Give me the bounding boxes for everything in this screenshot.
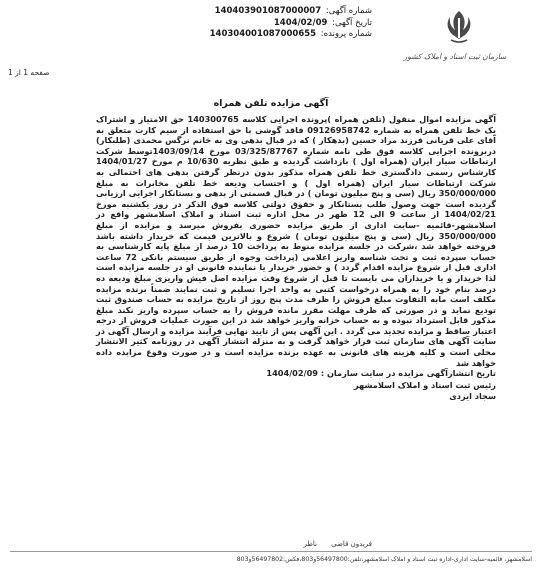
notice-title: آگهی مزایده تلفن همراه — [213, 98, 329, 109]
publication-date-line: تاریخ انتشارآگهی مزایده در سایت سازمان : 1404/02/09 — [266, 368, 496, 379]
signatory-name: سجاد ایزدی — [449, 391, 496, 402]
ad-number: 140403901087000007 — [214, 6, 322, 16]
ad-meta — [210, 6, 372, 41]
ad-number-label: شماره آگهی: — [325, 6, 372, 16]
footer-divider — [10, 551, 532, 552]
notice-body — [96, 114, 496, 402]
signer-label: فریدون قاضی — [331, 540, 372, 548]
notice-text: آگهی مزایده اموال منقول (تلفن همراه )پرونده اجرایی کلاسه 140300765 حق الامتیاز و اشتراک یک خط تلفن همراه به شماره 09126958742 فاقد گوشی با حق استفاده از سیم کارت متعلق به آقای علی قربانی فرزند مراد حسین (بدهکار ) که در قبال بدهی وی به خانم نرگس محمدی (طلبکار) دربرونده اجرایی کلاسه فوق طی نامه شماره 03/325/87767 مورخ 1403/09/14توسط شرکت ارتباطات سیار ایران (همراه اول ) بازداشت گردیده و طبق نظریه 10/630 م مورخ 1404/01/27 کارشناس رسمی دادگستری خط تلفن همراه مذکور بدون درنظر گرفتن بدهی های احتمالی به شرکت ارتباطات سیار ایران (همراه اول ) و احتساب ودیعه خط تلفن مخابرات به مبلغ 350/000/000 ریال (سی و پنج میلیون تومان ) در قبال قسمتی از بدهی و بستانکار اجرایی ارزیابی گردیده است جهت وصول طلب بستانکار و حقوق دولتی کلاسه فوق الذکر در روز یکشنبه مورخ 1404/02/21 از ساعت 9 الی 12 ظهر در محل اداره ثبت اسناد و املاک اسلامشهر واقع در اسلامشهر-قائمیه -سایت اداری از طریق مزایده حضوری بفروش میرسد و مزایده از مبلغ 350/000/000 ریال (سی و پنج میلیون تومان ) شروع و بالاترین قیمت که خریدار داشته باشد فروخته خواهد شد ،شرکت در جلسه مزایده منوط به پرداخت 10 درصد از مبلغ پایه کارشناسی به حساب سپرده ثبت و تحت شناسه واریز اعلامی (پرداخت وجوه از طریق سیستم بانکی 72 ساعت اداری قبل از شروع مزایده اقدام گردد ) و حضور خریدار یا نماینده قانونی او در جلسه مزایده است لذا خریدار و یا خریداران می بایست تا قبل از شروع وقت مزایده اصل فیش واریزی مبلغ ودیعه ده درصد بنام خود را به همراه درخواست کتبی به واحد اجرا تسلیم و ثبت نمایند ضمناً برنده مزایده مکلف است مابه التفاوت مبلغ فروش را ظرف مدت پنج روز از تاریخ مزایده به حساب صندوق ثبت تودیع نماید و در صورتی که ظرف مهلت مقرر مانده فروش را به حساب سپرده واریز نکند مبلغ مذکور قابل استرداد نبوده و به حساب خزانه واریز خواهد شد در این صورت عملیات فروش از درجه اعتبار ساقط و مزایده تجدید می گردد . این آگهی پس از تایید نهایی فرآیند مزایده و ارسال آگهی در سایت آگهی های سازمان ثبت قرار خواهد گرفت و به منزله انتشار آگهی در روزنامه کثیر الانتشار محلی است و کلیه هزینه های قانونی به عهده برنده مزایده است و در صورت وقوع مزایده داده خواهد شد — [96, 114, 497, 368]
signatory-title: رئیس ثبت اسناد و املاک اسلامشهر — [353, 379, 496, 390]
case-number-label: شماره پرونده: — [320, 29, 372, 39]
case-number: 140304001087000655 — [209, 29, 317, 39]
header-emblem — [394, 8, 524, 78]
page-number: صفحه 1 از 1 — [8, 68, 50, 77]
organization-name: سازمان ثبت اسناد و املاک کشور — [403, 52, 507, 61]
ad-date-label: تاریخ آگهی: — [332, 17, 372, 28]
case-number-row — [210, 29, 372, 41]
footer-address: اسلامشهر، قائمیه-سایت اداری-اداره ثبت اسناد و املاک اسلامشهر،تلفن:56497800و803،فکس:56497802و803 — [236, 556, 532, 563]
emblem-icon — [440, 8, 478, 46]
ad-date-row — [210, 18, 372, 30]
ad-number-row — [210, 6, 372, 18]
reviewer-label: ناظر — [303, 540, 317, 548]
ad-date: 1404/02/09 — [273, 17, 328, 28]
